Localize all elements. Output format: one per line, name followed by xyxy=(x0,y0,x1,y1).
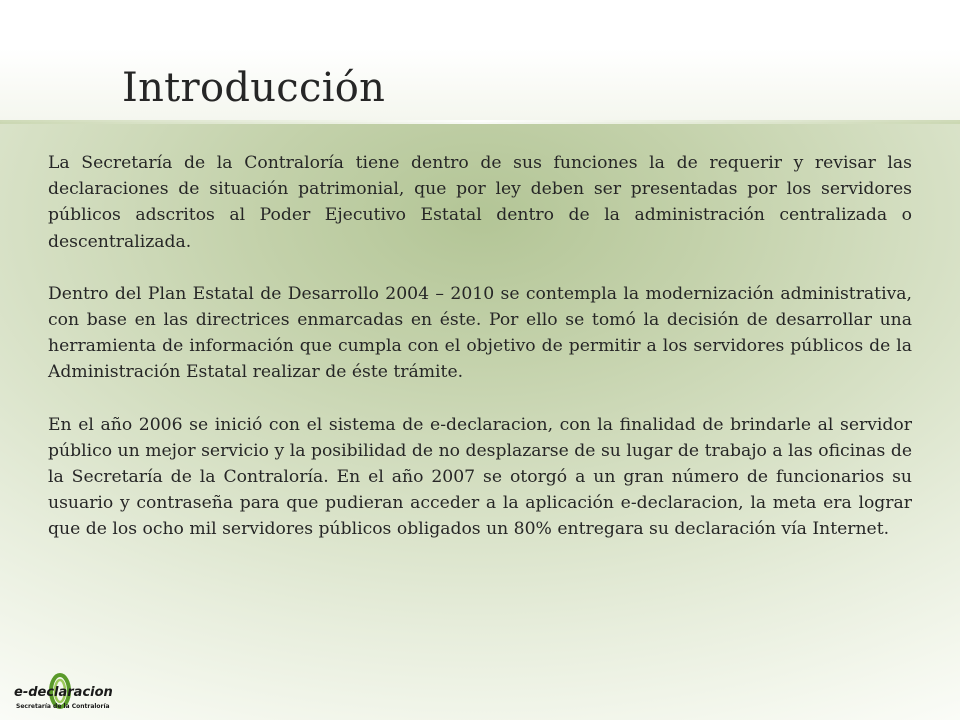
slide-title: Introducción xyxy=(122,65,386,111)
logo-tagline: Secretaría de la Contraloría xyxy=(16,703,110,710)
paragraph-3: En el año 2006 se inició con el sistema de e-declaracion, con la finalidad de brindarle al servidor público un mejor servicio y la posibilidad de no desplazarse de su lugar de trabajo a las oficinas de la Secretaría de la Contraloría. En el año 2007 se otorgó a un gran número de funcionarios su usuario y contraseña para que pudieran acceder a la aplicación e-declaracion, la meta era lograr que de los ocho mil servidores públicos obligados un 80% entregara su declaración vía Internet. xyxy=(48,414,912,540)
logo-graphic xyxy=(12,672,120,716)
paragraph-1: La Secretaría de la Contraloría tiene dentro de sus funciones la de requerir y revisar las declaraciones de situación patrimonial, que por ley deben ser presentadas por los servidores públicos adscritos al Poder Ejecutivo Estatal dentro de la administración centralizada o descentralizada. xyxy=(48,153,912,252)
e-declaracion-logo xyxy=(12,672,120,716)
title-divider xyxy=(0,120,960,124)
slide-body xyxy=(48,150,912,569)
logo-wordmark: e-declaracion xyxy=(14,685,113,700)
paragraph-2: Dentro del Plan Estatal de Desarrollo 2004 – 2010 se contempla la modernización administrativa, con base en las directrices enmarcadas en éste. Por ello se tomó la decisión de desarrollar una herramienta de información que cumpla con el objetivo de permitir a los servidores públicos de la Administración Estatal realizar de éste trámite. xyxy=(48,283,912,383)
